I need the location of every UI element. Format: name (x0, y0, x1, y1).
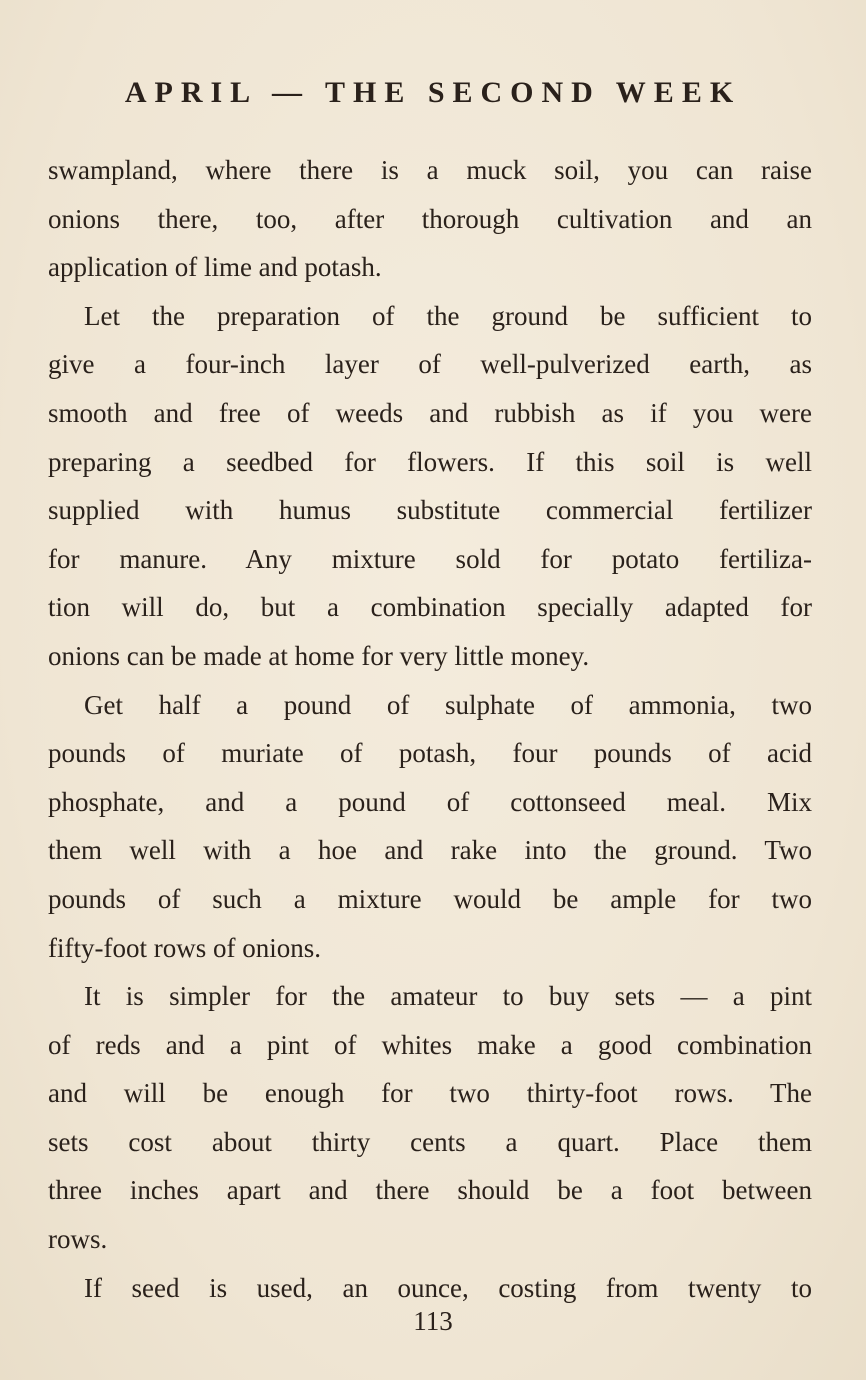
text-line: pounds of such a mixture would be ample for two (48, 883, 812, 914)
text-line: It is simpler for the amateur to buy sets — a pint (84, 981, 812, 1012)
text-line: Get half a pound of sulphate of ammonia, two (84, 689, 812, 720)
text-line: rows. (48, 1224, 108, 1255)
text-line: phosphate, and a pound of cottonseed meal. Mix (48, 786, 812, 817)
text-line: and will be enough for two thirty-foot rows. The (48, 1078, 812, 1109)
text-line: onions there, too, after thorough cultivation and an (48, 203, 812, 234)
text-line: swampland, where there is a muck soil, you can raise (48, 155, 812, 185)
text-line: for manure. Any mixture sold for potato fertiliza- (48, 543, 812, 574)
page-number: 113 (413, 1306, 453, 1336)
text-line: supplied with humus substitute commercial fertilizer (48, 495, 812, 526)
text-line: preparing a seedbed for flowers. If this soil is well (48, 446, 812, 477)
text-line: Let the preparation of the ground be sufficient to (84, 300, 812, 331)
text-line: of reds and a pint of whites make a good combination (48, 1029, 812, 1060)
text-line: smooth and free of weeds and rubbish as if you were (48, 397, 812, 428)
text-line: sets cost about thirty cents a quart. Place them (48, 1126, 812, 1157)
text-line: fifty-foot rows of onions. (48, 932, 321, 963)
text-line: If seed is used, an ounce, costing from twenty to (84, 1272, 812, 1303)
body-text (48, 146, 812, 1312)
text-line: pounds of muriate of potash, four pounds of acid (48, 738, 812, 769)
text-line: onions can be made at home for very little money. (48, 640, 590, 671)
text-line: them well with a hoe and rake into the ground. Two (48, 835, 812, 866)
text-line: application of lime and potash. (48, 252, 382, 283)
running-head: APRIL — THE SECOND WEEK (124, 76, 742, 109)
text-line: tion will do, but a combination specially adapted for (48, 592, 812, 623)
text-line: three inches apart and there should be a foot between (48, 1175, 812, 1206)
text-line: give a four-inch layer of well-pulverized earth, as (48, 349, 812, 380)
